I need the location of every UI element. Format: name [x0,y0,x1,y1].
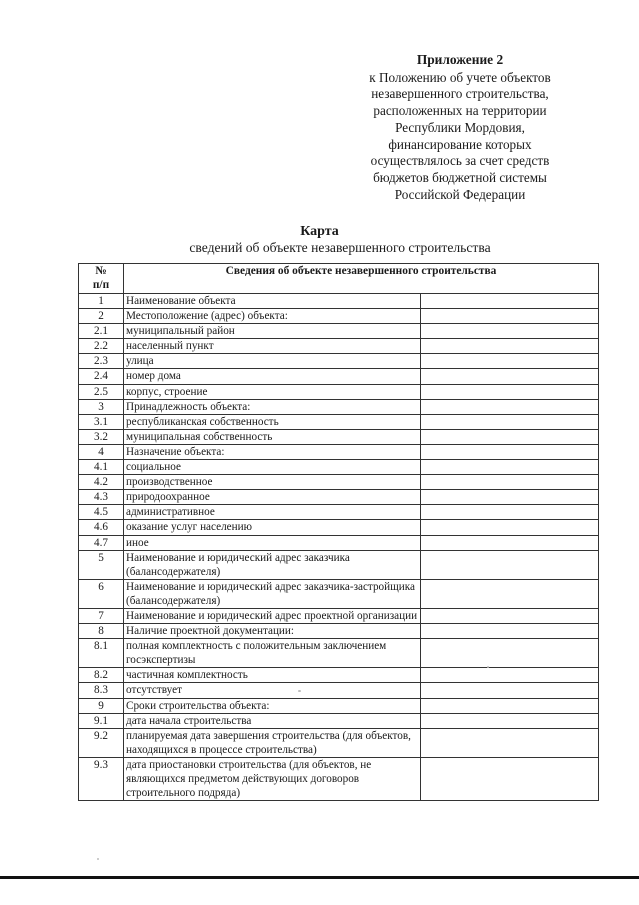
row-field-value [421,460,599,475]
object-info-table [78,263,599,801]
row-field-value [421,399,599,414]
table-header-row [79,264,599,294]
row-number: 2.5 [79,384,124,399]
row-number: 1 [79,294,124,309]
table-row [79,550,599,579]
table-row [79,399,599,414]
row-field-name: муниципальный район [124,324,421,339]
table-row [79,624,599,639]
row-number: 3.1 [79,414,124,429]
row-field-value [421,579,599,608]
table-row [79,414,599,429]
row-field-value [421,294,599,309]
header-number-cell [79,264,124,294]
row-field-name: Наличие проектной документации: [124,624,421,639]
appendix-line: незавершенного строительства, [371,86,549,102]
row-number: 2.2 [79,339,124,354]
table-row [79,683,599,698]
row-field-name: республиканская собственность [124,414,421,429]
header-info-cell: Сведения об объекте незавершенного строительства [124,264,599,294]
table-row [79,728,599,757]
table-body [79,294,599,801]
row-number: 4.5 [79,505,124,520]
scan-speck [487,666,489,668]
row-field-name: муниципальная собственность [124,429,421,444]
row-field-value [421,414,599,429]
row-field-value [421,324,599,339]
table-row [79,535,599,550]
row-number: 4.1 [79,460,124,475]
appendix-block [320,52,600,203]
row-field-value [421,384,599,399]
row-field-name: полная комплектность с положительным заключением госэкспертизы [124,639,421,668]
card-title: Карта [300,224,339,239]
row-field-name: производственное [124,475,421,490]
table-row [79,354,599,369]
row-field-name: Местоположение (адрес) объекта: [124,309,421,324]
row-number: 7 [79,608,124,623]
row-field-name: населенный пункт [124,339,421,354]
appendix-line: осуществлялось за счет средств [370,153,550,169]
row-field-value [421,683,599,698]
table-row [79,490,599,505]
row-number: 2.1 [79,324,124,339]
scan-speck [97,858,99,860]
row-field-name: Принадлежность объекта: [124,399,421,414]
row-number: 9.1 [79,713,124,728]
row-number: 9 [79,698,124,713]
table-row [79,713,599,728]
row-field-name: дата приостановки строительства (для объектов, не являющихся предметом действующих договоров строительного подряда) [124,757,421,800]
appendix-line: Российской Федерации [394,186,526,202]
row-field-value [421,639,599,668]
row-number: 3 [79,399,124,414]
row-field-value [421,369,599,384]
row-field-name: дата начала строительства [124,713,421,728]
table-row [79,505,599,520]
table-row [79,369,599,384]
appendix-line: финансирование которых [388,136,532,152]
row-number: 2 [79,309,124,324]
row-field-value [421,505,599,520]
row-number: 3.2 [79,429,124,444]
row-field-value [421,309,599,324]
row-field-value [421,608,599,623]
row-field-name: административное [124,505,421,520]
row-number: 4.3 [79,490,124,505]
row-field-name: номер дома [124,369,421,384]
row-field-name: Наименование и юридический адрес заказчика-застройщика (балансодержателя) [124,579,421,608]
row-field-name: корпус, строение [124,384,421,399]
row-field-name: отсутствует [124,683,421,698]
row-number: 4.2 [79,475,124,490]
table-row [79,460,599,475]
table-row [79,444,599,459]
appendix-line: к Положению об учете объектов [369,69,551,85]
row-field-name: Наименование и юридический адрес заказчика (балансодержателя) [124,550,421,579]
table-row [79,309,599,324]
row-field-name: иное [124,535,421,550]
table-row [79,294,599,309]
table-row [79,639,599,668]
table-row [79,429,599,444]
row-number: 8.1 [79,639,124,668]
row-number: 2.4 [79,369,124,384]
table-row [79,475,599,490]
table-row [79,668,599,683]
row-field-value [421,354,599,369]
table-row [79,757,599,800]
table-row [79,339,599,354]
row-field-value [421,550,599,579]
appendix-line: расположенных на территории [373,103,547,119]
row-number: 9.2 [79,728,124,757]
row-field-value [421,520,599,535]
row-field-value [421,757,599,800]
row-field-value [421,444,599,459]
row-number: 9.3 [79,757,124,800]
row-number: 5 [79,550,124,579]
header-number-symbol: № [95,265,107,277]
row-field-value [421,490,599,505]
table-row [79,324,599,339]
row-number: 4.7 [79,535,124,550]
row-field-value [421,668,599,683]
row-number: 8.3 [79,683,124,698]
row-field-name: социальное [124,460,421,475]
row-field-value [421,339,599,354]
row-field-name: планируемая дата завершения строительства (для объектов, находящихся в процессе строительства) [124,728,421,757]
row-field-value [421,429,599,444]
row-field-name: Наименование объекта [124,294,421,309]
row-number: 2.3 [79,354,124,369]
row-field-name: Назначение объекта: [124,444,421,459]
row-field-name: Сроки строительства объекта: [124,698,421,713]
row-number: 8.2 [79,668,124,683]
card-subtitle: сведений об объекте незавершенного строительства [189,240,491,255]
row-number: 6 [79,579,124,608]
row-number: 4 [79,444,124,459]
row-number: 4.6 [79,520,124,535]
row-field-value [421,475,599,490]
table-row [79,579,599,608]
row-field-value [421,535,599,550]
row-field-value [421,728,599,757]
row-field-value [421,698,599,713]
table-row [79,698,599,713]
page-bottom-rule [0,876,639,879]
table-row [79,608,599,623]
appendix-line: бюджетов бюджетной системы [373,169,547,185]
row-field-value [421,624,599,639]
appendix-line: Республики Мордовия, [395,119,525,135]
row-field-value [421,713,599,728]
appendix-title: Приложение 2 [416,52,504,67]
row-number: 8 [79,624,124,639]
header-number-abbrev: п/п [92,279,110,291]
row-field-name: улица [124,354,421,369]
row-field-name: Наименование и юридический адрес проектной организации [124,608,421,623]
table-row [79,520,599,535]
row-field-name: оказание услуг населению [124,520,421,535]
scan-speck [298,690,301,692]
row-field-name: частичная комплектность [124,668,421,683]
table-row [79,384,599,399]
row-field-name: природоохранное [124,490,421,505]
